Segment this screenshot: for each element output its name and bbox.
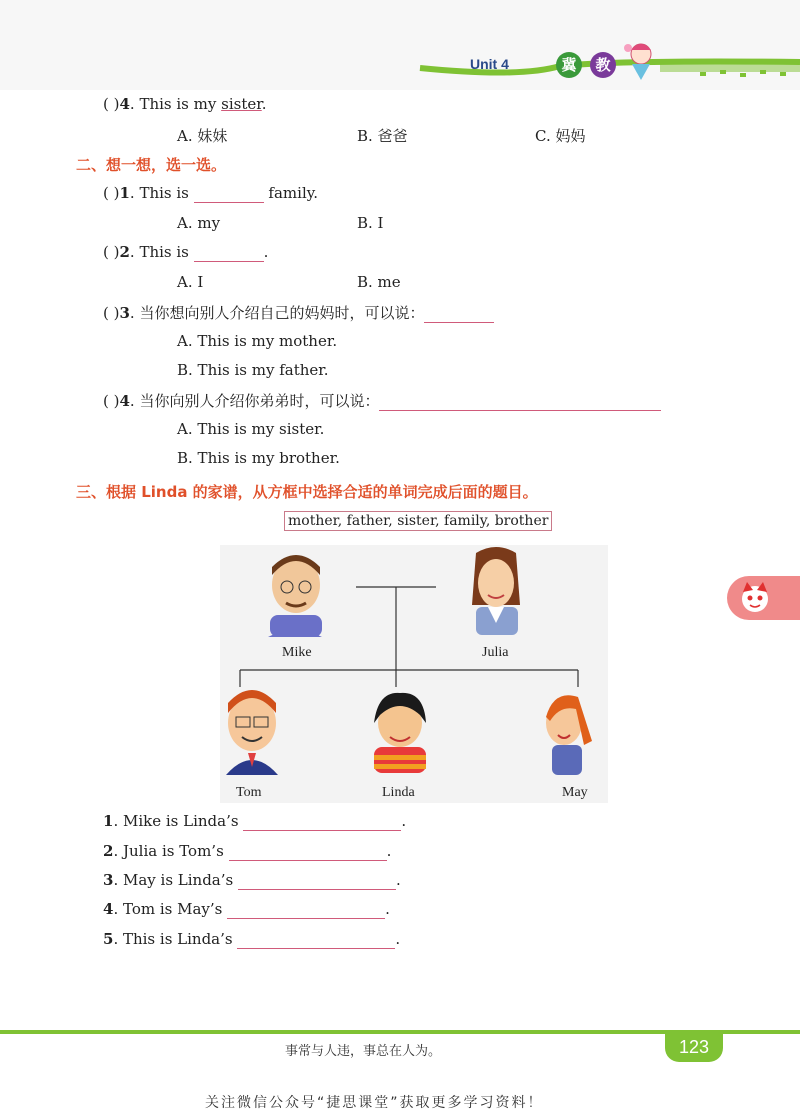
family-tree-lines bbox=[220, 545, 608, 803]
answer-blank[interactable] bbox=[238, 871, 396, 890]
q-text: . Mike is Linda’s bbox=[113, 812, 239, 830]
option-b: B. 爸爸 bbox=[357, 127, 408, 145]
mike-portrait bbox=[266, 555, 324, 637]
q-text: . 当你想向别人介绍自己的妈妈时，可以说： bbox=[129, 304, 425, 322]
s3-item-3: 3. May is Linda’s . bbox=[103, 871, 401, 889]
julia-portrait bbox=[472, 547, 520, 635]
q-num: 4 bbox=[119, 95, 130, 113]
may-portrait bbox=[546, 695, 592, 775]
word-box: mother, father, sister, family, brother bbox=[284, 511, 552, 531]
option-b: B. I bbox=[357, 214, 384, 232]
answer-blank[interactable] bbox=[424, 304, 494, 323]
answer-blank[interactable] bbox=[227, 900, 385, 919]
q-text: . This is bbox=[129, 243, 194, 261]
option-a: A. my bbox=[177, 214, 221, 232]
q-num: 5 bbox=[103, 930, 114, 948]
option-b: B. This is my father. bbox=[177, 361, 329, 379]
label-tom: Tom bbox=[236, 785, 262, 800]
label-mike: Mike bbox=[282, 645, 312, 660]
watermark-text: 关注微信公众号“捷思课堂”获取更多学习资料！ bbox=[205, 1095, 544, 1111]
option-b: B. me bbox=[357, 273, 401, 291]
q-num: 1 bbox=[103, 812, 114, 830]
page-number: 123 bbox=[665, 1032, 723, 1062]
cartoon-face-icon bbox=[735, 578, 775, 618]
q-text: . This is my bbox=[129, 95, 222, 113]
section2-title: 二、想一想，选一选。 bbox=[76, 156, 227, 174]
q-num: 4 bbox=[119, 392, 130, 410]
answer-blank[interactable] bbox=[243, 812, 401, 831]
unit-label: Unit 4 bbox=[470, 56, 509, 72]
label-may: May bbox=[562, 785, 588, 800]
badge-jiao: 教 bbox=[590, 52, 616, 78]
answer-paren[interactable]: ( ) bbox=[103, 243, 120, 261]
answer-blank[interactable] bbox=[229, 842, 387, 861]
q-num: 2 bbox=[103, 842, 114, 860]
answer-blank[interactable] bbox=[194, 243, 264, 262]
footer-motto: 事常与人违，事总在人为。 bbox=[285, 1044, 442, 1059]
fairy-girl-icon bbox=[618, 38, 664, 82]
answer-paren[interactable]: ( ) bbox=[103, 304, 120, 322]
option-a: A. This is my sister. bbox=[177, 420, 325, 438]
side-tab bbox=[727, 576, 800, 620]
s3-item-4: 4. Tom is May’s . bbox=[103, 900, 390, 918]
q-num: 4 bbox=[103, 900, 114, 918]
p1-q4 bbox=[103, 95, 267, 113]
s2-q1 bbox=[103, 184, 318, 203]
s2-q2 bbox=[103, 243, 268, 262]
q-num: 3 bbox=[103, 871, 114, 889]
s3-item-1: 1. Mike is Linda’s . bbox=[103, 812, 407, 830]
answer-paren[interactable]: ( ) bbox=[103, 95, 120, 113]
q-text: . This is bbox=[129, 184, 194, 202]
answer-blank[interactable] bbox=[379, 392, 661, 411]
q-text: . May is Linda’s bbox=[113, 871, 234, 889]
q-num: 3 bbox=[119, 304, 130, 322]
q-text: . Tom is May’s bbox=[113, 900, 223, 918]
section3-title: 三、根据 Linda 的家谱，从方框中选择合适的单词完成后面的题目。 bbox=[76, 483, 538, 501]
option-a: A. This is my mother. bbox=[177, 332, 338, 350]
s2-q4 bbox=[103, 390, 661, 411]
answer-paren[interactable]: ( ) bbox=[103, 392, 120, 410]
q-end: . bbox=[261, 95, 267, 113]
q-text: . 当你向别人介绍你弟弟时，可以说： bbox=[129, 392, 380, 410]
badge-ji: 冀 bbox=[556, 52, 582, 78]
option-c: C. 妈妈 bbox=[535, 127, 586, 145]
s2-q3 bbox=[103, 302, 494, 323]
header-decoration bbox=[0, 0, 800, 90]
label-linda: Linda bbox=[382, 785, 415, 800]
label-julia: Julia bbox=[482, 645, 509, 660]
option-b: B. This is my brother. bbox=[177, 449, 340, 467]
s3-item-2: 2. Julia is Tom’s . bbox=[103, 842, 392, 860]
answer-paren[interactable]: ( ) bbox=[103, 184, 120, 202]
answer-blank[interactable] bbox=[194, 184, 264, 203]
family-tree-figure bbox=[220, 545, 608, 803]
s3-item-5: 5. This is Linda’s . bbox=[103, 930, 401, 948]
q-text: . This is Linda’s bbox=[113, 930, 233, 948]
q-text: family. bbox=[263, 184, 318, 202]
underlined-word: sister bbox=[221, 95, 262, 113]
option-a: A. 妹妹 bbox=[177, 127, 228, 145]
q-text: . Julia is Tom’s bbox=[113, 842, 224, 860]
answer-blank[interactable] bbox=[237, 930, 395, 949]
linda-portrait bbox=[374, 693, 426, 773]
q-num: 1 bbox=[119, 184, 130, 202]
tom-portrait bbox=[226, 690, 278, 775]
q-num: 2 bbox=[119, 243, 130, 261]
q-text: . bbox=[263, 243, 269, 261]
option-a: A. I bbox=[177, 273, 204, 291]
